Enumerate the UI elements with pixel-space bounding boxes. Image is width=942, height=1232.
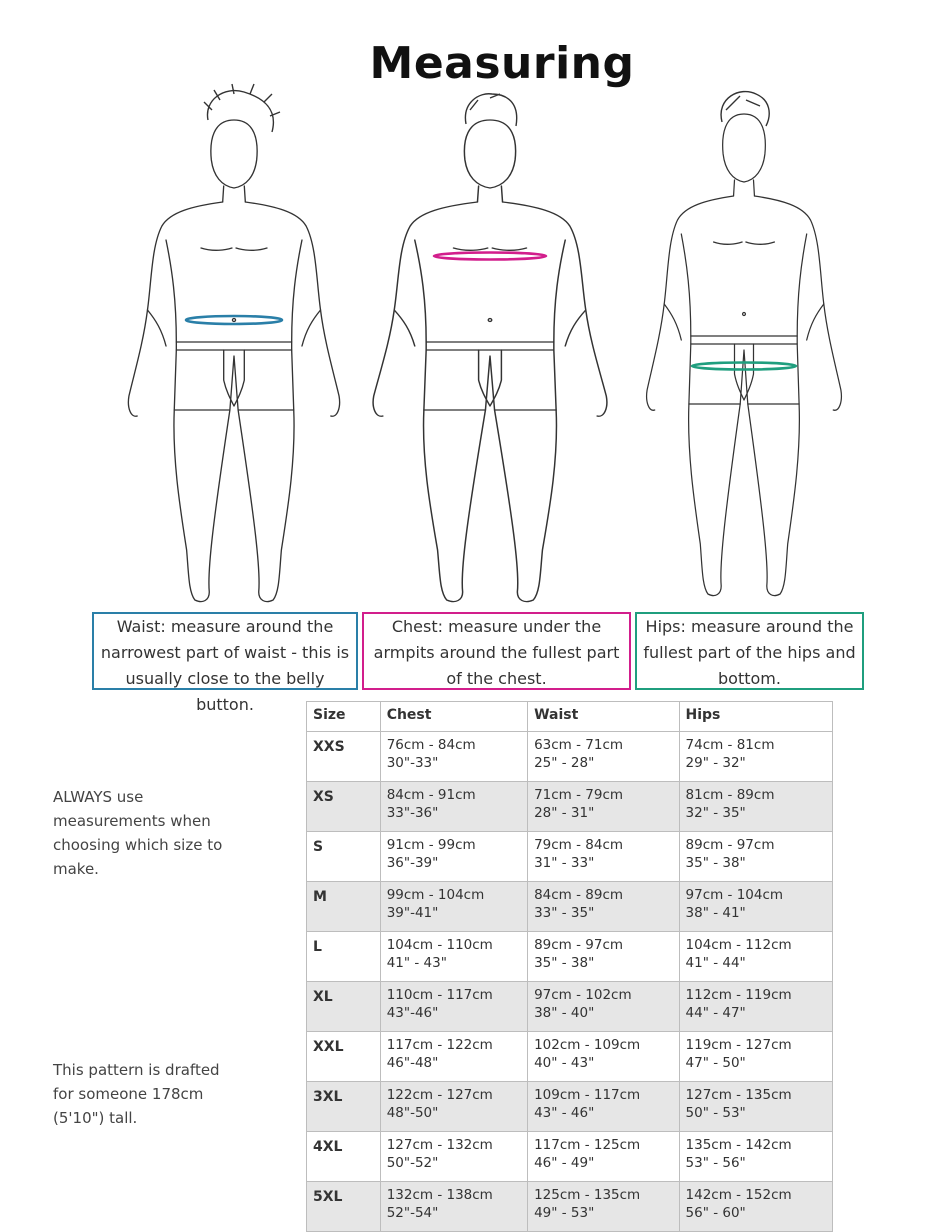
size-cell: L — [307, 932, 381, 982]
chest-inches: 41" - 43" — [386, 955, 447, 971]
hips-cell — [679, 782, 832, 832]
chest-cm: 117cm - 122cm — [386, 1037, 493, 1053]
waist-cell — [528, 782, 679, 832]
chest-callout: Chest: measure under the armpits around the fullest part of the chest. — [362, 612, 631, 690]
always-use-measurements-note: ALWAYS use measurements when choosing which size to make. — [53, 788, 223, 878]
hips-inches: 38" - 41" — [685, 905, 746, 921]
figure-waist — [128, 84, 339, 602]
hips-cm: 97cm - 104cm — [685, 887, 784, 903]
hips-inches: 53" - 56" — [685, 1155, 746, 1171]
hips-cell — [679, 732, 832, 782]
chest-cell — [380, 782, 527, 832]
chest-cm: 110cm - 117cm — [386, 987, 493, 1003]
chest-cm: 76cm - 84cm — [386, 737, 476, 753]
waist-cell — [528, 1032, 679, 1082]
hips-cell — [679, 932, 832, 982]
waist-inches: 46" - 49" — [534, 1155, 595, 1171]
chest-cell — [380, 932, 527, 982]
chest-inches: 39"-41" — [386, 905, 439, 921]
table-row — [307, 1182, 833, 1232]
waist-cell — [528, 732, 679, 782]
waist-cm: 71cm - 79cm — [534, 787, 624, 803]
chest-cm: 91cm - 99cm — [386, 837, 476, 853]
chest-cell — [380, 882, 527, 932]
size-cell: XXS — [307, 732, 381, 782]
waist-inches: 43" - 46" — [534, 1105, 595, 1121]
waist-cell — [528, 1132, 679, 1182]
header-chest: Chest — [380, 702, 527, 732]
size-cell: 3XL — [307, 1082, 381, 1132]
chest-cell — [380, 1082, 527, 1132]
header-waist: Waist — [528, 702, 679, 732]
table-row — [307, 782, 833, 832]
table-row — [307, 982, 833, 1032]
hips-cm: 112cm - 119cm — [685, 987, 792, 1003]
table-row — [307, 1132, 833, 1182]
chest-cell — [380, 1182, 527, 1232]
hips-measure-line — [692, 363, 796, 370]
hips-cm: 119cm - 127cm — [685, 1037, 792, 1053]
header-size: Size — [307, 702, 381, 732]
waist-cell — [528, 982, 679, 1032]
hips-inches: 41" - 44" — [685, 955, 746, 971]
chest-inches: 52"-54" — [386, 1205, 439, 1221]
hips-cell — [679, 1032, 832, 1082]
waist-inches: 40" - 43" — [534, 1055, 595, 1071]
table-row — [307, 932, 833, 982]
waist-cell — [528, 932, 679, 982]
chest-cell — [380, 1032, 527, 1082]
hips-cm: 104cm - 112cm — [685, 937, 792, 953]
waist-measure-line — [186, 316, 282, 324]
body-figures-illustration — [0, 80, 942, 610]
hips-cm: 81cm - 89cm — [685, 787, 775, 803]
hips-inches: 56" - 60" — [685, 1205, 746, 1221]
size-cell: 4XL — [307, 1132, 381, 1182]
waist-inches: 28" - 31" — [534, 805, 595, 821]
page-title: Measuring — [369, 38, 635, 89]
table-header-row — [307, 702, 833, 732]
hips-cell — [679, 882, 832, 932]
size-cell: S — [307, 832, 381, 882]
size-cell: XS — [307, 782, 381, 832]
size-cell: 5XL — [307, 1182, 381, 1232]
waist-inches: 35" - 38" — [534, 955, 595, 971]
hips-cell — [679, 1132, 832, 1182]
waist-inches: 38" - 40" — [534, 1005, 595, 1021]
chest-inches: 46"-48" — [386, 1055, 439, 1071]
waist-inches: 25" - 28" — [534, 755, 595, 771]
table-row — [307, 882, 833, 932]
hips-cm: 135cm - 142cm — [685, 1137, 792, 1153]
table-row — [307, 832, 833, 882]
hips-inches: 47" - 50" — [685, 1055, 746, 1071]
waist-cm: 84cm - 89cm — [534, 887, 624, 903]
hips-cell — [679, 1182, 832, 1232]
waist-callout: Waist: measure around the narrowest part of waist - this is usually close to the belly button. — [92, 612, 358, 690]
chest-cell — [380, 982, 527, 1032]
hips-inches: 29" - 32" — [685, 755, 746, 771]
hips-cm: 142cm - 152cm — [685, 1187, 792, 1203]
chest-measure-line — [434, 253, 546, 260]
chest-cell — [380, 732, 527, 782]
waist-cm: 117cm - 125cm — [534, 1137, 641, 1153]
table-row — [307, 732, 833, 782]
chest-cm: 99cm - 104cm — [386, 887, 485, 903]
waist-cell — [528, 832, 679, 882]
hips-cm: 74cm - 81cm — [685, 737, 775, 753]
waist-cm: 125cm - 135cm — [534, 1187, 641, 1203]
waist-cm: 109cm - 117cm — [534, 1087, 641, 1103]
hips-cell — [679, 1082, 832, 1132]
chest-cm: 122cm - 127cm — [386, 1087, 493, 1103]
pattern-drafted-height-note: This pattern is drafted for someone 178cm (5'10") tall. — [53, 1061, 220, 1127]
hips-inches: 35" - 38" — [685, 855, 746, 871]
waist-cm: 102cm - 109cm — [534, 1037, 641, 1053]
waist-cm: 63cm - 71cm — [534, 737, 624, 753]
waist-cm: 89cm - 97cm — [534, 937, 624, 953]
chest-inches: 36"-39" — [386, 855, 439, 871]
waist-cell — [528, 882, 679, 932]
hips-inches: 32" - 35" — [685, 805, 746, 821]
chest-inches: 48"-50" — [386, 1105, 439, 1121]
waist-inches: 33" - 35" — [534, 905, 595, 921]
chest-inches: 50"-52" — [386, 1155, 439, 1171]
chest-inches: 43"-46" — [386, 1005, 439, 1021]
size-chart-table — [306, 701, 833, 1232]
chest-cell — [380, 832, 527, 882]
chest-cell — [380, 1132, 527, 1182]
waist-cm: 97cm - 102cm — [534, 987, 632, 1003]
hips-callout: Hips: measure around the fullest part of the hips and bottom. — [635, 612, 864, 690]
chest-cm: 104cm - 110cm — [386, 937, 493, 953]
chest-cm: 127cm - 132cm — [386, 1137, 493, 1153]
hips-cell — [679, 982, 832, 1032]
hips-cm: 89cm - 97cm — [685, 837, 775, 853]
size-cell: XXL — [307, 1032, 381, 1082]
table-row — [307, 1032, 833, 1082]
chest-cm: 132cm - 138cm — [386, 1187, 493, 1203]
hips-inches: 44" - 47" — [685, 1005, 746, 1021]
size-cell: M — [307, 882, 381, 932]
waist-cm: 79cm - 84cm — [534, 837, 624, 853]
chest-inches: 33"-36" — [386, 805, 439, 821]
header-hips: Hips — [679, 702, 832, 732]
hips-inches: 50" - 53" — [685, 1105, 746, 1121]
table-row — [307, 1082, 833, 1132]
waist-inches: 49" - 53" — [534, 1205, 595, 1221]
hips-cell — [679, 832, 832, 882]
waist-cell — [528, 1082, 679, 1132]
figure-hips — [647, 92, 842, 596]
waist-cell — [528, 1182, 679, 1232]
figure-chest — [373, 94, 607, 602]
waist-inches: 31" - 33" — [534, 855, 595, 871]
hips-cm: 127cm - 135cm — [685, 1087, 792, 1103]
chest-cm: 84cm - 91cm — [386, 787, 476, 803]
chest-inches: 30"-33" — [386, 755, 439, 771]
size-cell: XL — [307, 982, 381, 1032]
